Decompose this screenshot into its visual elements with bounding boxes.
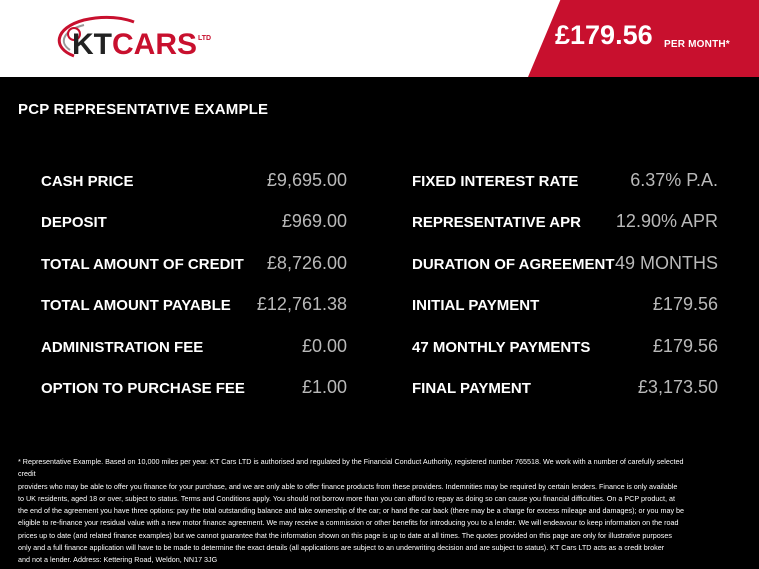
finance-row <box>412 253 718 278</box>
finance-row <box>412 170 718 195</box>
disclaimer-line: eligible to re-finance your residual value with a new motor finance agreement. We may receive a commission or other benefits for introducing you to a lender. We will endeavour to keep information on the road <box>18 518 679 528</box>
row-label: DURATION OF AGREEMENT <box>412 256 615 273</box>
row-label: 47 MONTHLY PAYMENTS <box>412 339 591 356</box>
row-value: 12.90% APR <box>615 211 718 231</box>
row-value: £8,726.00 <box>266 253 347 273</box>
disclaimer-line: providers who may be able to offer you finance for your purchase, and we are only able to offer finance products from these providers. Indemnities may be required by certain lenders. Finance is only available <box>18 481 678 491</box>
row-label: DEPOSIT <box>41 214 107 231</box>
row-label: TOTAL AMOUNT PAYABLE <box>41 297 231 314</box>
disclaimer-line: and not a lender. Address: Kettering Road, Weldon, NN17 3JG <box>18 555 218 565</box>
finance-row <box>41 336 347 361</box>
finance-row <box>412 211 718 236</box>
row-value: £3,173.50 <box>637 377 718 397</box>
logo-cars: CARS <box>112 28 198 61</box>
row-label: REPRESENTATIVE APR <box>412 214 581 231</box>
row-label: ADMINISTRATION FEE <box>41 339 204 356</box>
section-title: PCP REPRESENTATIVE EXAMPLE <box>18 101 269 118</box>
disclaimer-line: * Representative Example. Based on 10,000 miles per year. KT Cars LTD is authorised and regulated by the Financial Conduct Authority, registered number 765518. We work with a number of carefully selected credit <box>18 457 684 479</box>
finance-row <box>412 377 718 402</box>
row-label: FINAL PAYMENT <box>412 380 531 397</box>
row-value: £1.00 <box>301 377 347 397</box>
row-label: FIXED INTEREST RATE <box>412 173 579 190</box>
finance-row <box>41 253 347 278</box>
logo-ltd: LTD <box>198 35 212 42</box>
row-label: CASH PRICE <box>41 173 134 190</box>
header-bar <box>0 0 759 77</box>
finance-row <box>41 377 347 402</box>
row-label: TOTAL AMOUNT OF CREDIT <box>41 256 244 273</box>
disclaimer-line: the end of the agreement you have three options: pay the total outstanding balance and take ownership of the car; or hand the car back (there may be a charge for excess mileage and damages); or you may be <box>18 506 685 516</box>
logo-kt: KT <box>72 28 112 61</box>
row-label: OPTION TO PURCHASE FEE <box>41 380 245 397</box>
row-value: £0.00 <box>301 336 347 356</box>
finance-row <box>41 211 347 236</box>
row-value: 6.37% P.A. <box>630 170 718 190</box>
row-value: 49 MONTHS <box>614 253 718 273</box>
row-value: £12,761.38 <box>256 294 347 314</box>
monthly-price: £179.56 <box>555 20 653 50</box>
per-month-label: PER MONTH* <box>664 39 730 50</box>
row-value: £969.00 <box>281 211 347 231</box>
logo-wordmark <box>72 30 197 60</box>
finance-disclaimer <box>18 456 698 567</box>
disclaimer-line: only and a full finance application will have to be made to determine the exact details (all applications are subject to an underwriting decision and are subject to status). KT Cars LTD acts as a credit broker <box>18 543 665 553</box>
row-label: INITIAL PAYMENT <box>412 297 540 314</box>
disclaimer-line: prices up to date (and related finance examples) but we cannot guarantee that the information shown on this page is up to date at all times. The quotes provided on this page are only for illustrative purposes <box>18 530 672 540</box>
finance-row <box>412 336 718 361</box>
row-value: £179.56 <box>652 336 718 356</box>
finance-row <box>41 170 347 195</box>
row-value: £179.56 <box>652 294 718 314</box>
row-value: £9,695.00 <box>266 170 347 190</box>
finance-row <box>41 294 347 319</box>
disclaimer-line: to UK residents, aged 18 or over, subject to status. Terms and Conditions apply. You should not borrow more than you can afford to repay as doing so can cause you financial difficulties. On a PCP product, at <box>18 493 675 503</box>
finance-row <box>412 294 718 319</box>
